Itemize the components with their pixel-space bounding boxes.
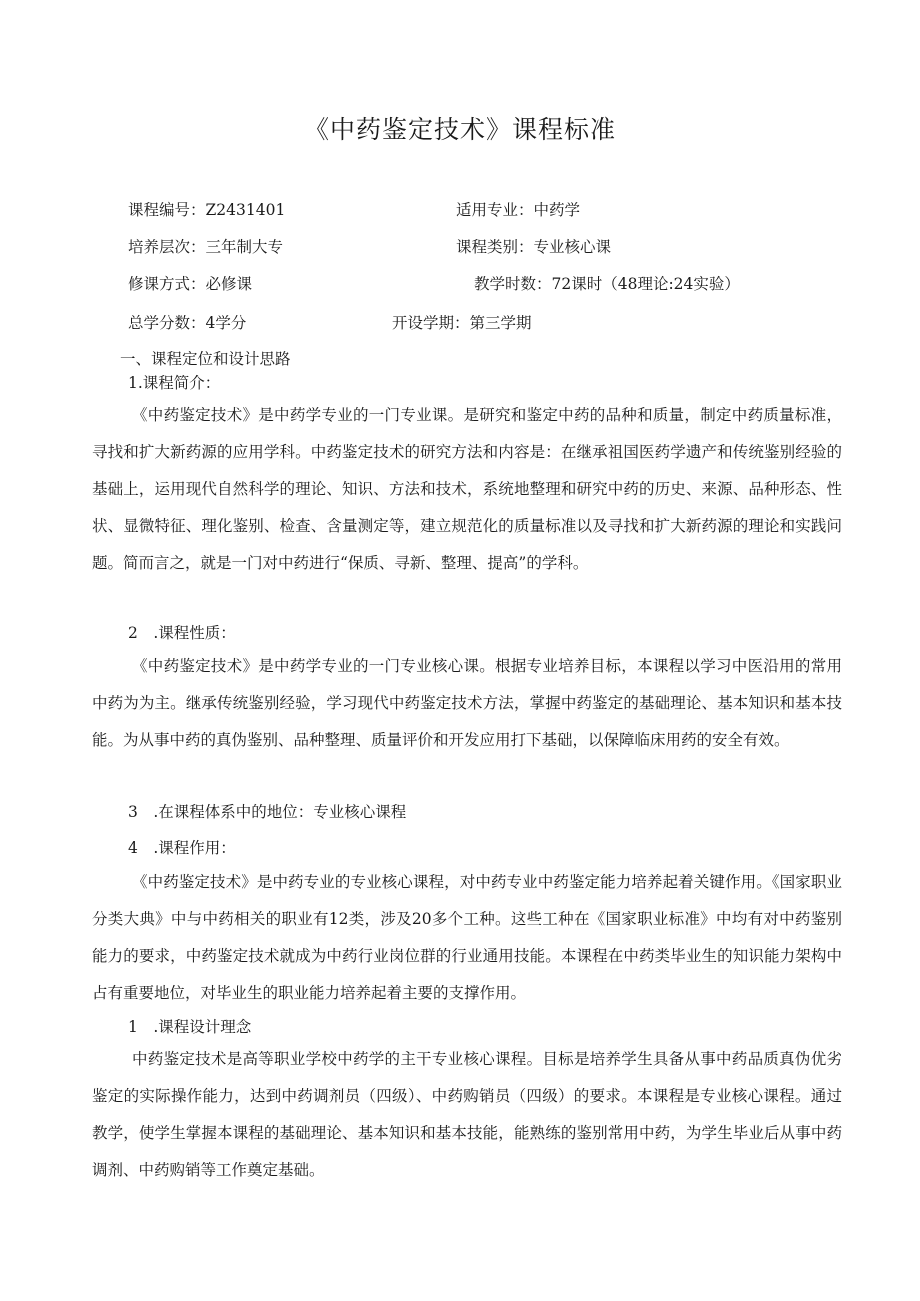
total-credits: 总学分数：4学分 xyxy=(128,314,247,332)
study-mode: 修课方式：必修课 xyxy=(128,275,253,293)
design-concept-text: 中药鉴定技术是高等职业学校中药学的主干专业核心课程。目标是培养学生具备从事中药品质真伪优劣鉴定的实际操作能力，达到中药调剂员（四级）、中药购销员（四级）的要求。本课程是专业核心课程。通过教学，使学生掌握本课程的基础理论、基本知识和基本技能，能熟练的鉴别常用中药，为学生毕业后从事中药调剂、中药购销等工作奠定基础。 xyxy=(92,1050,842,1179)
semester: 开设学期：第三学期 xyxy=(392,314,532,332)
course-position-label: 3 .在课程体系中的地位：专业核心课程 xyxy=(128,803,407,821)
teaching-hours: 教学时数：72课时（48理论:24实验） xyxy=(474,275,740,293)
course-nature-text: 《中药鉴定技术》是中药学专业的一门专业核心课。根据专业培养目标，本课程以学习中医沿用的常用中药为为主。继承传统鉴别经验，学习现代中药鉴定技术方法，掌握中药鉴定的基础理论、基本知识和基本技能。为从事中药的真伪鉴别、品种整理、质量评价和开发应用打下基础，以保障临床用药的安全有效。 xyxy=(92,657,842,749)
course-category: 课程类别：专业核心课 xyxy=(456,238,612,256)
section-heading: 一、课程定位和设计思路 xyxy=(120,350,291,368)
course-nature-label: 2 .课程性质： xyxy=(128,624,236,642)
course-role-label: 4 .课程作用： xyxy=(128,839,236,857)
course-role-text: 《中药鉴定技术》是中药专业的专业核心课程，对中药专业中药鉴定能力培养起着关键作用。《国家职业分类大典》中与中药相关的职业有12类，涉及20多个工种。这些工种在《国家职业标准》中均有对中药鉴别能力的要求，中药鉴定技术就成为中药行业岗位群的行业通用技能。本课程在中药类毕业生的知识能力架构中占有重要地位，对毕业生的职业能力培养起着主要的支撑作用。 xyxy=(92,873,842,1002)
applicable-major: 适用专业：中药学 xyxy=(456,201,581,219)
design-concept-label: 1 .课程设计理念 xyxy=(128,1018,252,1036)
course-code: 课程编号：Z2431401 xyxy=(128,201,286,219)
training-level: 培养层次：三年制大专 xyxy=(128,238,284,256)
course-intro-label: 1.课程简介： xyxy=(128,374,221,392)
course-intro-text: 《中药鉴定技术》是中药学专业的一门专业课。是研究和鉴定中药的品种和质量，制定中药质量标准，寻找和扩大新药源的应用学科。中药鉴定技术的研究方法和内容是：在继承祖国医药学遗产和传统鉴别经验的基础上，运用现代自然科学的理论、知识、方法和技术，系统地整理和研究中药的历史、来源、品种形态、性状、显微特征、理化鉴别、检查、含量测定等，建立规范化的质量标准以及寻找和扩大新药源的理论和实践问题。简而言之，就是一门对中药进行“保质、寻新、整理、提高”的学科。 xyxy=(92,406,842,572)
document-title: 《中药鉴定技术》课程标准 xyxy=(303,115,616,144)
